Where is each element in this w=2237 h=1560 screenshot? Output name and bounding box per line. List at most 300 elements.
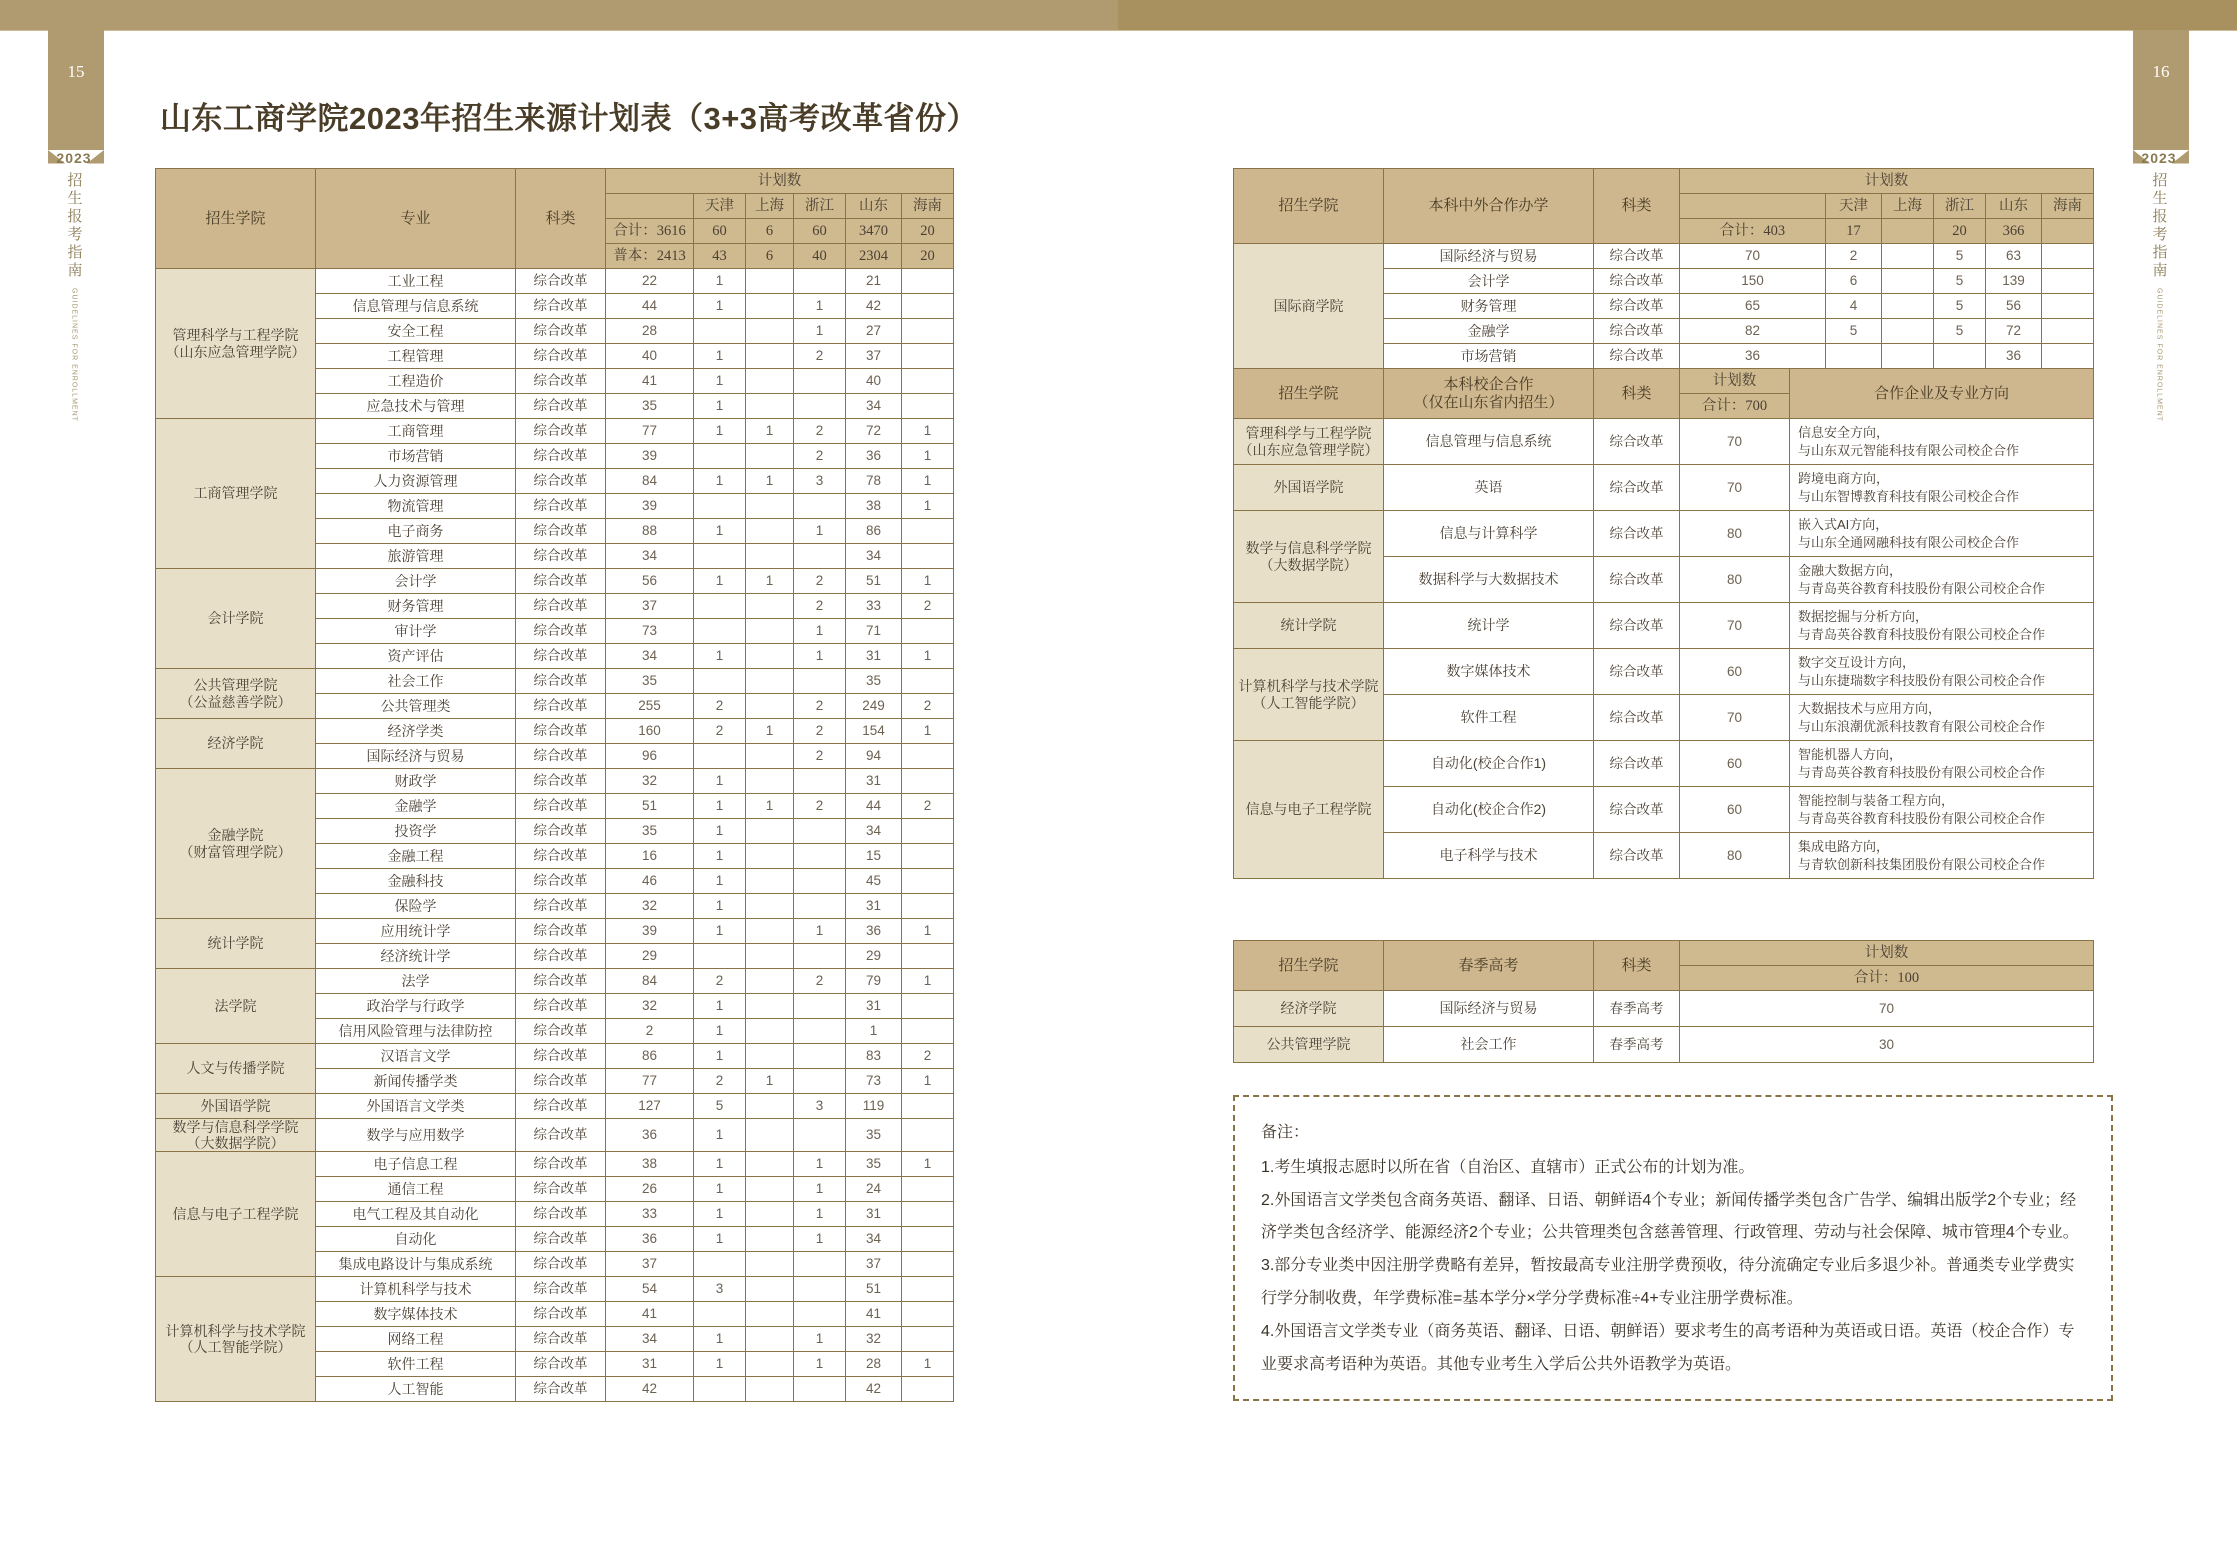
province-value-cell: 35 (846, 669, 902, 694)
province-value-cell: 1 (694, 794, 746, 819)
normal-label: 普本：2413 (606, 244, 694, 269)
province-value-cell: 2 (902, 594, 954, 619)
province-value-cell: 37 (846, 1252, 902, 1277)
province-value-cell (902, 1119, 954, 1152)
province-value-cell (902, 1202, 954, 1227)
category-cell: 综合改革 (516, 494, 606, 519)
province-value-cell: 6 (1826, 269, 1882, 294)
header-major: 专业 (316, 169, 516, 269)
spring-exam-table-wrapper (1233, 940, 2094, 1063)
plan-total-cell: 60 (1680, 649, 1790, 695)
plan-total-cell: 39 (606, 494, 694, 519)
province-value-cell: 38 (846, 494, 902, 519)
plan-total-cell: 38 (606, 1152, 694, 1177)
province-value-cell: 1 (746, 794, 794, 819)
plan-total-cell: 35 (606, 669, 694, 694)
category-cell: 综合改革 (1594, 344, 1680, 369)
province-value-cell (694, 444, 746, 469)
province-spacer (606, 194, 694, 219)
category-cell: 综合改革 (1594, 319, 1680, 344)
category-cell: 综合改革 (1594, 787, 1680, 833)
plan-total-cell: 31 (606, 1352, 694, 1377)
province-value-cell (1882, 244, 1934, 269)
major-cell: 市场营销 (316, 444, 516, 469)
province-value-cell (746, 494, 794, 519)
plan-total-cell: 73 (606, 619, 694, 644)
side-branding-left (44, 150, 104, 422)
major-cell: 信用风险管理与法律防控 (316, 1019, 516, 1044)
province-value-cell (746, 769, 794, 794)
category-cell: 综合改革 (516, 1227, 606, 1252)
province-value-cell: 5 (1934, 244, 1986, 269)
province-value-cell: 1 (694, 1327, 746, 1352)
table-row (156, 1094, 954, 1119)
major-cell: 人力资源管理 (316, 469, 516, 494)
province-value-cell (746, 1119, 794, 1152)
province-value-cell (694, 1302, 746, 1327)
table-row (156, 1277, 954, 1302)
major-cell: 国际经济与贸易 (1384, 991, 1594, 1027)
note-item: 3.部分专业类中因注册学费略有差异，暂按最高专业注册学费预收，待分流确定专业后多退少补。普通类专业学费实行学分制收费，年学费标准=基本学分×学分学费标准÷4+专业注册学费标准。 (1261, 1257, 2075, 1307)
college-cell: 公共管理学院 （公益慈善学院） (156, 669, 316, 719)
top-bar-right (1118, 0, 2237, 30)
category-cell: 综合改革 (516, 594, 606, 619)
province-value-cell: 5 (1934, 269, 1986, 294)
category-cell: 综合改革 (516, 444, 606, 469)
category-cell: 综合改革 (1594, 511, 1680, 557)
plan-total-cell: 84 (606, 469, 694, 494)
table-row (156, 669, 954, 694)
header-plan: 计划数 (1680, 169, 2094, 194)
category-cell: 综合改革 (516, 1119, 606, 1152)
total-value (2042, 219, 2094, 244)
partner-cell: 集成电路方向，与青软创新科技集团股份有限公司校企合作 (1790, 833, 2094, 879)
side-year-right: 2023 (2141, 150, 2177, 166)
college-cell: 信息与电子工程学院 (1234, 741, 1384, 879)
province-value-cell: 1 (694, 1227, 746, 1252)
province-value-cell (746, 1202, 794, 1227)
category-cell: 综合改革 (1594, 419, 1680, 465)
province-value-cell: 1 (694, 569, 746, 594)
province-value-cell: 72 (846, 419, 902, 444)
plan-total-cell: 60 (1680, 787, 1790, 833)
province-value-cell (746, 1094, 794, 1119)
major-cell: 经济统计学 (316, 944, 516, 969)
province-value-cell (794, 1377, 846, 1402)
province-value-cell: 34 (846, 544, 902, 569)
province-value-cell: 56 (1986, 294, 2042, 319)
province-value-cell (746, 1019, 794, 1044)
major-cell: 资产评估 (316, 644, 516, 669)
province-value-cell (694, 494, 746, 519)
province-header: 天津 (1826, 194, 1882, 219)
table-row (1234, 991, 2094, 1027)
plan-total-cell: 46 (606, 869, 694, 894)
header-category: 科类 (1594, 941, 1680, 991)
province-value-cell: 51 (846, 569, 902, 594)
province-value-cell (902, 944, 954, 969)
plan-total-cell: 65 (1680, 294, 1826, 319)
table-row (1234, 649, 2094, 695)
college-cell: 管理科学与工程学院 （山东应急管理学院） (1234, 419, 1384, 465)
major-cell: 自动化(校企合作1) (1384, 741, 1594, 787)
plan-total-cell: 34 (606, 544, 694, 569)
province-value-cell: 2 (794, 969, 846, 994)
province-value-cell: 2 (1826, 244, 1882, 269)
major-cell: 软件工程 (316, 1352, 516, 1377)
major-cell: 工业工程 (316, 269, 516, 294)
province-value-cell: 139 (1986, 269, 2042, 294)
table-row (156, 1119, 954, 1152)
major-cell: 财务管理 (1384, 294, 1594, 319)
province-value-cell: 31 (846, 644, 902, 669)
province-value-cell (746, 694, 794, 719)
category-cell: 综合改革 (516, 844, 606, 869)
college-cell: 外国语学院 (1234, 465, 1384, 511)
plan-total-cell: 84 (606, 969, 694, 994)
province-value-cell: 1 (746, 1069, 794, 1094)
plan-total-cell: 60 (1680, 741, 1790, 787)
province-value-cell: 1 (902, 919, 954, 944)
enterprise-coop-table-wrapper (1233, 368, 2094, 879)
province-value-cell (902, 869, 954, 894)
plan-total-cell: 33 (606, 1202, 694, 1227)
province-value-cell: 1 (694, 1152, 746, 1177)
major-cell: 网络工程 (316, 1327, 516, 1352)
province-value-cell (694, 619, 746, 644)
table-row (156, 1044, 954, 1069)
major-cell: 汉语言文学 (316, 1044, 516, 1069)
category-cell: 综合改革 (516, 419, 606, 444)
province-value-cell (1826, 344, 1882, 369)
top-rule-left (0, 30, 1118, 31)
province-value-cell (746, 869, 794, 894)
province-value-cell: 1 (846, 1019, 902, 1044)
plan-total-cell: 82 (1680, 319, 1826, 344)
province-value-cell: 31 (846, 894, 902, 919)
total-value: 6 (746, 219, 794, 244)
province-value-cell: 2 (794, 594, 846, 619)
province-value-cell: 2 (794, 719, 846, 744)
college-cell: 外国语学院 (156, 1094, 316, 1119)
header-category: 科类 (516, 169, 606, 269)
college-cell: 信息与电子工程学院 (156, 1152, 316, 1277)
header-major: 本科中外合作办学 (1384, 169, 1594, 244)
category-cell: 综合改革 (516, 544, 606, 569)
table-header-row (1234, 941, 2094, 966)
province-value-cell (746, 1352, 794, 1377)
total-value: 366 (1986, 219, 2042, 244)
category-cell: 综合改革 (516, 1177, 606, 1202)
province-value-cell (694, 1377, 746, 1402)
plan-total-cell: 70 (1680, 695, 1790, 741)
province-value-cell (902, 619, 954, 644)
province-value-cell (1934, 344, 1986, 369)
college-cell: 经济学院 (1234, 991, 1384, 1027)
normal-value: 40 (794, 244, 846, 269)
category-cell: 综合改革 (516, 669, 606, 694)
province-value-cell: 1 (794, 1327, 846, 1352)
province-value-cell: 34 (846, 819, 902, 844)
plan-total-cell: 30 (1680, 1027, 2094, 1063)
province-value-cell: 1 (694, 1352, 746, 1377)
province-value-cell (694, 669, 746, 694)
category-cell: 综合改革 (1594, 695, 1680, 741)
top-bar-left (0, 0, 1118, 30)
province-value-cell: 1 (694, 519, 746, 544)
major-cell: 金融科技 (316, 869, 516, 894)
province-value-cell (902, 1277, 954, 1302)
province-value-cell: 31 (846, 994, 902, 1019)
plan-total-cell: 32 (606, 894, 694, 919)
category-cell: 综合改革 (516, 694, 606, 719)
major-cell: 金融工程 (316, 844, 516, 869)
province-value-cell: 1 (746, 469, 794, 494)
province-value-cell: 2 (694, 719, 746, 744)
province-value-cell (746, 1177, 794, 1202)
province-value-cell (902, 994, 954, 1019)
province-value-cell (2042, 344, 2094, 369)
college-cell: 管理科学与工程学院 （山东应急管理学院） (156, 269, 316, 419)
province-value-cell: 1 (902, 494, 954, 519)
plan-total-cell: 77 (606, 419, 694, 444)
major-cell: 保险学 (316, 894, 516, 919)
plan-total-cell: 22 (606, 269, 694, 294)
note-item: 4.外国语言文学类专业（商务英语、翻译、日语、朝鲜语）要求考生的高考语种为英语或日语。英语（校企合作）专业要求高考语种为英语。其他专业考生入学后公共外语教学为英语。 (1261, 1322, 2075, 1373)
side-cn-left: 招生报考指南 (65, 172, 83, 280)
total-value: 60 (794, 219, 846, 244)
province-value-cell: 249 (846, 694, 902, 719)
header-category: 科类 (1594, 169, 1680, 244)
table-row (156, 1152, 954, 1177)
province-value-cell (902, 394, 954, 419)
province-value-cell: 1 (694, 894, 746, 919)
province-value-cell (746, 1327, 794, 1352)
province-value-cell: 31 (846, 1202, 902, 1227)
province-value-cell: 1 (694, 869, 746, 894)
province-value-cell: 2 (794, 744, 846, 769)
side-cn-right: 招生报考指南 (2150, 172, 2168, 280)
province-value-cell (746, 1044, 794, 1069)
province-value-cell: 2 (794, 419, 846, 444)
major-cell: 新闻传播学类 (316, 1069, 516, 1094)
province-value-cell (746, 644, 794, 669)
province-value-cell (902, 1302, 954, 1327)
province-value-cell (794, 1019, 846, 1044)
province-value-cell: 1 (694, 1119, 746, 1152)
page-title: 山东工商学院2023年招生来源计划表（3+3高考改革省份） (160, 101, 979, 136)
major-cell: 电子科学与技术 (1384, 833, 1594, 879)
major-cell: 应用统计学 (316, 919, 516, 944)
category-cell: 综合改革 (516, 744, 606, 769)
major-cell: 数字媒体技术 (1384, 649, 1594, 695)
province-value-cell (902, 1327, 954, 1352)
province-value-cell (902, 1377, 954, 1402)
province-value-cell (746, 819, 794, 844)
province-value-cell (746, 744, 794, 769)
province-value-cell: 28 (846, 1352, 902, 1377)
province-header: 上海 (1882, 194, 1934, 219)
province-value-cell: 2 (794, 444, 846, 469)
plan-total-cell: 44 (606, 294, 694, 319)
category-cell: 综合改革 (516, 1069, 606, 1094)
major-cell: 人工智能 (316, 1377, 516, 1402)
province-value-cell: 73 (846, 1069, 902, 1094)
province-value-cell (794, 1069, 846, 1094)
table-header-row (156, 169, 954, 194)
province-value-cell: 36 (846, 919, 902, 944)
table-row (156, 969, 954, 994)
province-value-cell: 2 (794, 694, 846, 719)
plan-total-cell: 37 (606, 1252, 694, 1277)
province-value-cell: 37 (846, 344, 902, 369)
side-en-right: GUIDELINES FOR ENROLLMENT (2155, 288, 2163, 422)
plan-total-cell: 127 (606, 1094, 694, 1119)
province-value-cell: 1 (694, 344, 746, 369)
major-cell: 应急技术与管理 (316, 394, 516, 419)
major-cell: 电子信息工程 (316, 1152, 516, 1177)
province-value-cell (694, 744, 746, 769)
category-cell: 综合改革 (516, 644, 606, 669)
plan-total-cell: 37 (606, 594, 694, 619)
province-value-cell (1882, 344, 1934, 369)
province-value-cell: 1 (746, 419, 794, 444)
plan-total-cell: 35 (606, 394, 694, 419)
college-cell: 数学与信息科学学院 （大数据学院） (156, 1119, 316, 1152)
province-value-cell: 1 (694, 819, 746, 844)
category-cell: 综合改革 (516, 994, 606, 1019)
category-cell: 综合改革 (516, 969, 606, 994)
major-cell: 社会工作 (316, 669, 516, 694)
category-cell: 综合改革 (1594, 294, 1680, 319)
province-value-cell (794, 544, 846, 569)
province-value-cell: 1 (694, 269, 746, 294)
category-cell: 综合改革 (516, 1019, 606, 1044)
left-plan-table-wrapper (155, 168, 954, 1402)
college-cell: 计算机科学与技术学院 （人工智能学院） (1234, 649, 1384, 741)
normal-value: 20 (902, 244, 954, 269)
province-value-cell (746, 669, 794, 694)
province-value-cell: 1 (902, 569, 954, 594)
province-value-cell (902, 894, 954, 919)
spring-exam-table (1233, 940, 2094, 1063)
province-value-cell: 5 (1934, 319, 1986, 344)
category-cell: 综合改革 (516, 894, 606, 919)
province-value-cell (746, 344, 794, 369)
province-value-cell (1882, 319, 1934, 344)
plan-total-cell: 36 (1680, 344, 1826, 369)
major-cell: 经济学类 (316, 719, 516, 744)
province-header: 浙江 (1934, 194, 1986, 219)
table-row (1234, 511, 2094, 557)
major-cell: 信息管理与信息系统 (316, 294, 516, 319)
province-header: 上海 (746, 194, 794, 219)
college-cell: 金融学院 （财富管理学院） (156, 769, 316, 919)
major-cell: 信息与计算科学 (1384, 511, 1594, 557)
plan-total-cell: 54 (606, 1277, 694, 1302)
notes-box (1233, 1095, 2113, 1401)
province-header: 山东 (1986, 194, 2042, 219)
province-value-cell: 5 (694, 1094, 746, 1119)
major-cell: 统计学 (1384, 603, 1594, 649)
college-cell: 法学院 (156, 969, 316, 1044)
table-row (156, 419, 954, 444)
province-value-cell: 36 (1986, 344, 2042, 369)
province-value-cell: 1 (794, 519, 846, 544)
notes-list (1261, 1152, 2087, 1382)
province-value-cell (1882, 294, 1934, 319)
category-cell: 综合改革 (1594, 557, 1680, 603)
province-value-cell: 5 (1934, 294, 1986, 319)
province-value-cell (746, 394, 794, 419)
plan-total-cell: 70 (1680, 419, 1790, 465)
partner-cell: 跨境电商方向，与山东智博教育科技有限公司校企合作 (1790, 465, 2094, 511)
category-cell: 综合改革 (516, 1094, 606, 1119)
province-value-cell (746, 1377, 794, 1402)
province-value-cell (1882, 269, 1934, 294)
province-value-cell (902, 844, 954, 869)
category-cell: 综合改革 (516, 719, 606, 744)
province-header: 山东 (846, 194, 902, 219)
plan-total-cell: 77 (606, 1069, 694, 1094)
province-value-cell: 1 (902, 1352, 954, 1377)
province-value-cell: 3 (794, 1094, 846, 1119)
header-college: 招生学院 (1234, 369, 1384, 419)
normal-value: 2304 (846, 244, 902, 269)
province-value-cell: 1 (694, 919, 746, 944)
total-value: 20 (1934, 219, 1986, 244)
header-partner: 合作企业及专业方向 (1790, 369, 2094, 419)
province-value-cell (794, 1252, 846, 1277)
plan-total-cell: 34 (606, 1327, 694, 1352)
table-row (1234, 419, 2094, 465)
major-cell: 数学与应用数学 (316, 1119, 516, 1152)
province-value-cell: 1 (746, 719, 794, 744)
province-value-cell: 1 (794, 1177, 846, 1202)
province-value-cell: 2 (694, 969, 746, 994)
sino-coop-table (1233, 168, 2094, 369)
header-college: 招生学院 (1234, 941, 1384, 991)
partner-cell: 信息安全方向，与山东双元智能科技有限公司校企合作 (1790, 419, 2094, 465)
total-value: 20 (902, 219, 954, 244)
plan-total-cell: 32 (606, 769, 694, 794)
province-value-cell (746, 269, 794, 294)
college-cell: 公共管理学院 (1234, 1027, 1384, 1063)
side-en-left: GUIDELINES FOR ENROLLMENT (70, 288, 78, 422)
province-value-cell: 35 (846, 1152, 902, 1177)
table-row (1234, 244, 2094, 269)
province-value-cell: 33 (846, 594, 902, 619)
province-value-cell: 1 (694, 844, 746, 869)
plan-total-cell: 41 (606, 1302, 694, 1327)
category-cell: 综合改革 (516, 294, 606, 319)
total-value: 60 (694, 219, 746, 244)
plan-total-cell: 36 (606, 1119, 694, 1152)
category-cell: 春季高考 (1594, 991, 1680, 1027)
province-value-cell: 31 (846, 769, 902, 794)
province-value-cell: 1 (902, 969, 954, 994)
province-value-cell: 1 (794, 1352, 846, 1377)
category-cell: 综合改革 (516, 469, 606, 494)
partner-cell: 智能控制与装备工程方向，与青岛英谷教育科技股份有限公司校企合作 (1790, 787, 2094, 833)
province-value-cell: 2 (794, 569, 846, 594)
province-value-cell: 40 (846, 369, 902, 394)
category-cell: 综合改革 (516, 269, 606, 294)
province-value-cell: 45 (846, 869, 902, 894)
total-value: 17 (1826, 219, 1882, 244)
college-cell: 人文与传播学院 (156, 1044, 316, 1094)
plan-total-cell: 96 (606, 744, 694, 769)
